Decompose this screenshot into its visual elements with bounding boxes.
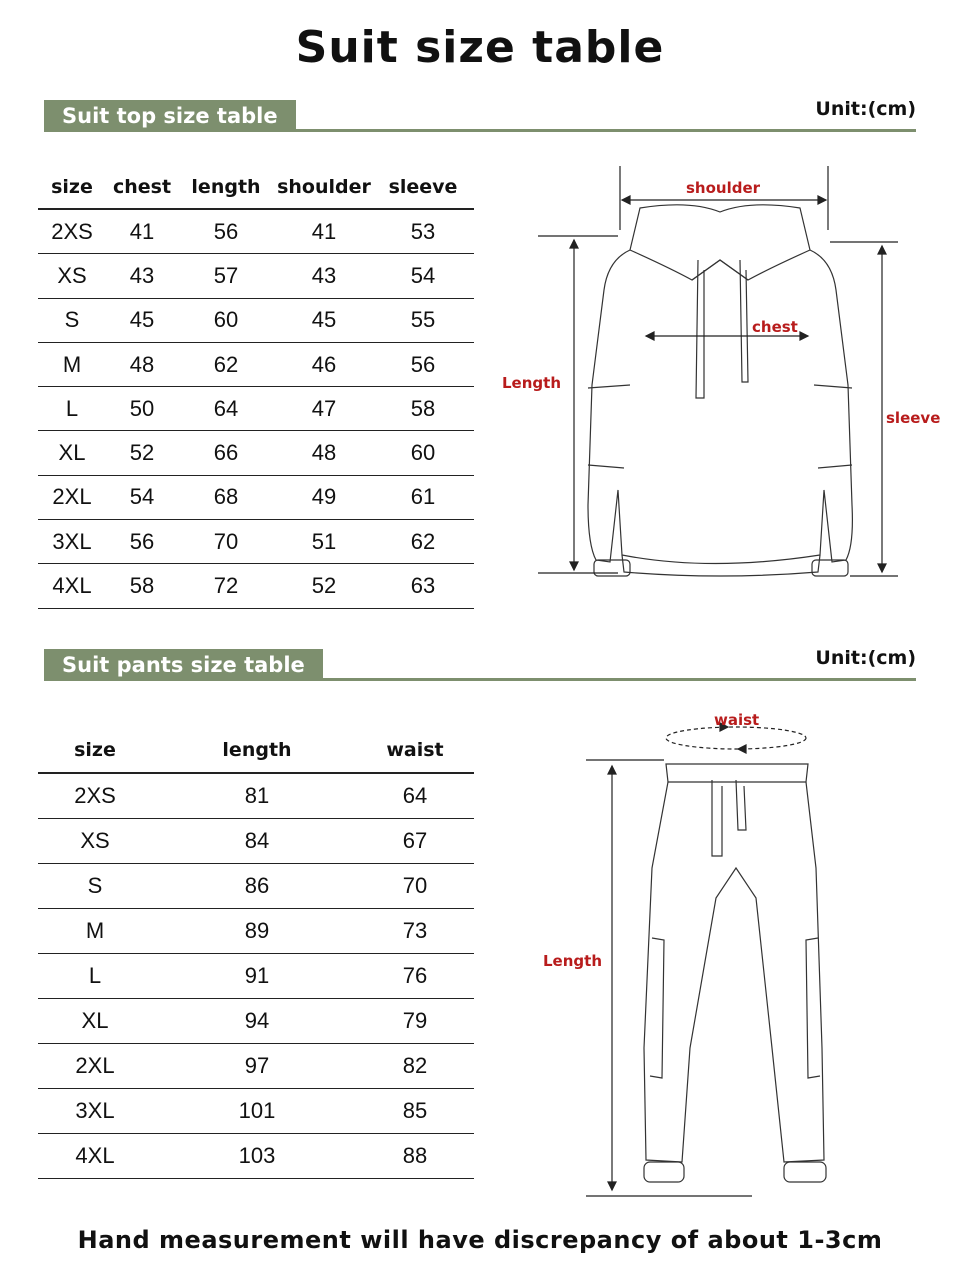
top-cell-size: XS [57, 262, 87, 288]
pants-cell-length: 84 [244, 828, 270, 853]
top-cell-chest: 58 [129, 573, 155, 599]
top-cell-shoulder: 48 [311, 440, 337, 466]
top-cell-shoulder: 47 [311, 395, 337, 421]
table-row [38, 476, 474, 520]
top-cell-size: L [65, 395, 79, 421]
pants-cell-size: 3XL [75, 1098, 115, 1123]
table-row [38, 564, 474, 608]
top-cell-sleeve: 58 [410, 395, 436, 421]
pants-cell-size: L [88, 963, 102, 988]
top-cell-chest: 41 [129, 218, 155, 244]
top-cell-shoulder: 45 [311, 307, 337, 333]
pants-section-header [44, 649, 916, 681]
pants-cell-size: XL [81, 1008, 109, 1033]
pants-cell-waist: 79 [402, 1008, 428, 1033]
pants-cell-waist: 82 [402, 1053, 428, 1078]
top-cell-sleeve: 55 [410, 307, 436, 333]
pants-header-size: size [74, 738, 116, 761]
top-cell-shoulder: 49 [311, 484, 337, 510]
pants-diagram [540, 708, 840, 1203]
table-row [38, 431, 474, 475]
top-header-shoulder: shoulder [277, 175, 371, 198]
table-row [38, 909, 474, 954]
table-row [38, 520, 474, 564]
pants-cell-length: 97 [244, 1053, 270, 1078]
pants-size-table [38, 727, 474, 1179]
top-header-length: length [191, 175, 261, 198]
table-row [38, 1089, 474, 1134]
top-cell-shoulder: 43 [311, 262, 337, 288]
pants-cell-size: 4XL [75, 1143, 115, 1168]
pants-length-label: Length [543, 952, 602, 970]
pants-header-length: length [222, 738, 292, 761]
top-cell-sleeve: 53 [410, 218, 436, 244]
top-header-size: size [51, 175, 93, 198]
top-header-row [38, 165, 474, 210]
top-cell-sleeve: 54 [410, 262, 436, 288]
pants-cell-length: 101 [238, 1098, 276, 1123]
top-cell-chest: 54 [129, 484, 155, 510]
pants-cell-waist: 76 [402, 963, 428, 988]
waist-label: waist [714, 711, 760, 729]
chest-label: chest [752, 318, 798, 336]
pants-section-heading: Suit pants size table [44, 649, 323, 681]
top-cell-shoulder: 51 [311, 528, 337, 554]
table-row [38, 254, 474, 298]
top-cell-length: 72 [213, 573, 239, 599]
table-row [38, 1134, 474, 1179]
pants-cell-size: 2XS [74, 783, 116, 808]
top-unit-label: Unit:(cm) [815, 98, 916, 120]
top-cell-sleeve: 56 [410, 351, 436, 377]
pants-cell-waist: 70 [402, 873, 428, 898]
top-cell-size: 3XL [52, 528, 92, 554]
pants-cell-length: 103 [238, 1143, 276, 1168]
sleeve-label: sleeve [886, 409, 940, 427]
pants-cell-waist: 88 [402, 1143, 428, 1168]
top-size-table [38, 165, 474, 609]
top-cell-length: 60 [213, 307, 239, 333]
table-row [38, 954, 474, 999]
top-cell-size: 4XL [52, 573, 92, 599]
footer-note: Hand measurement will have discrepancy of about 1-3cm [77, 1226, 883, 1254]
pants-section-divider [44, 678, 916, 681]
table-row [38, 210, 474, 254]
top-cell-chest: 48 [129, 351, 155, 377]
pants-cell-length: 86 [244, 873, 270, 898]
pants-header-waist: waist [386, 738, 444, 761]
top-header-sleeve: sleeve [388, 175, 458, 198]
hoodie-diagram [500, 160, 940, 590]
top-cell-sleeve: 62 [410, 528, 436, 554]
top-cell-sleeve: 63 [410, 573, 436, 599]
top-cell-size: 2XL [52, 484, 92, 510]
top-cell-chest: 50 [129, 395, 155, 421]
pants-cell-length: 89 [244, 918, 270, 943]
top-cell-size: 2XS [51, 218, 93, 244]
top-cell-chest: 45 [129, 307, 155, 333]
top-section-header [44, 100, 916, 132]
top-cell-chest: 52 [129, 440, 155, 466]
pants-cell-size: M [85, 918, 105, 943]
pants-cell-size: S [87, 873, 103, 898]
pants-cell-waist: 67 [402, 828, 428, 853]
pants-cell-size: 2XL [75, 1053, 115, 1078]
table-row [38, 864, 474, 909]
pants-header-row [38, 727, 474, 774]
table-row [38, 387, 474, 431]
pants-cell-size: XS [80, 828, 110, 853]
table-row [38, 999, 474, 1044]
pants-cell-waist: 73 [402, 918, 428, 943]
shoulder-label: shoulder [686, 179, 761, 197]
top-header-chest: chest [112, 175, 172, 198]
top-cell-length: 68 [213, 484, 239, 510]
top-cell-chest: 43 [129, 262, 155, 288]
top-cell-length: 64 [213, 395, 239, 421]
table-row [38, 299, 474, 343]
table-row [38, 343, 474, 387]
top-cell-size: XL [58, 440, 86, 466]
top-cell-shoulder: 41 [311, 218, 337, 244]
top-cell-size: S [64, 307, 80, 333]
top-length-label: Length [502, 374, 561, 392]
pants-cell-length: 81 [244, 783, 270, 808]
top-section-heading: Suit top size table [44, 100, 296, 132]
top-cell-length: 70 [213, 528, 239, 554]
pants-cell-waist: 85 [402, 1098, 428, 1123]
top-section-divider [44, 129, 916, 132]
page-title: Suit size table [295, 22, 665, 73]
top-cell-length: 62 [213, 351, 239, 377]
table-row [38, 1044, 474, 1089]
pants-cell-length: 94 [244, 1008, 270, 1033]
top-cell-shoulder: 46 [311, 351, 337, 377]
table-row [38, 774, 474, 819]
pants-cell-length: 91 [244, 963, 270, 988]
table-row [38, 819, 474, 864]
pants-unit-label: Unit:(cm) [815, 647, 916, 669]
top-cell-sleeve: 60 [410, 440, 436, 466]
top-cell-length: 57 [213, 262, 239, 288]
pants-cell-waist: 64 [402, 783, 428, 808]
top-cell-length: 56 [213, 218, 239, 244]
top-cell-size: M [62, 351, 82, 377]
top-cell-length: 66 [213, 440, 239, 466]
top-cell-shoulder: 52 [311, 573, 337, 599]
top-cell-sleeve: 61 [410, 484, 436, 510]
top-cell-chest: 56 [129, 528, 155, 554]
